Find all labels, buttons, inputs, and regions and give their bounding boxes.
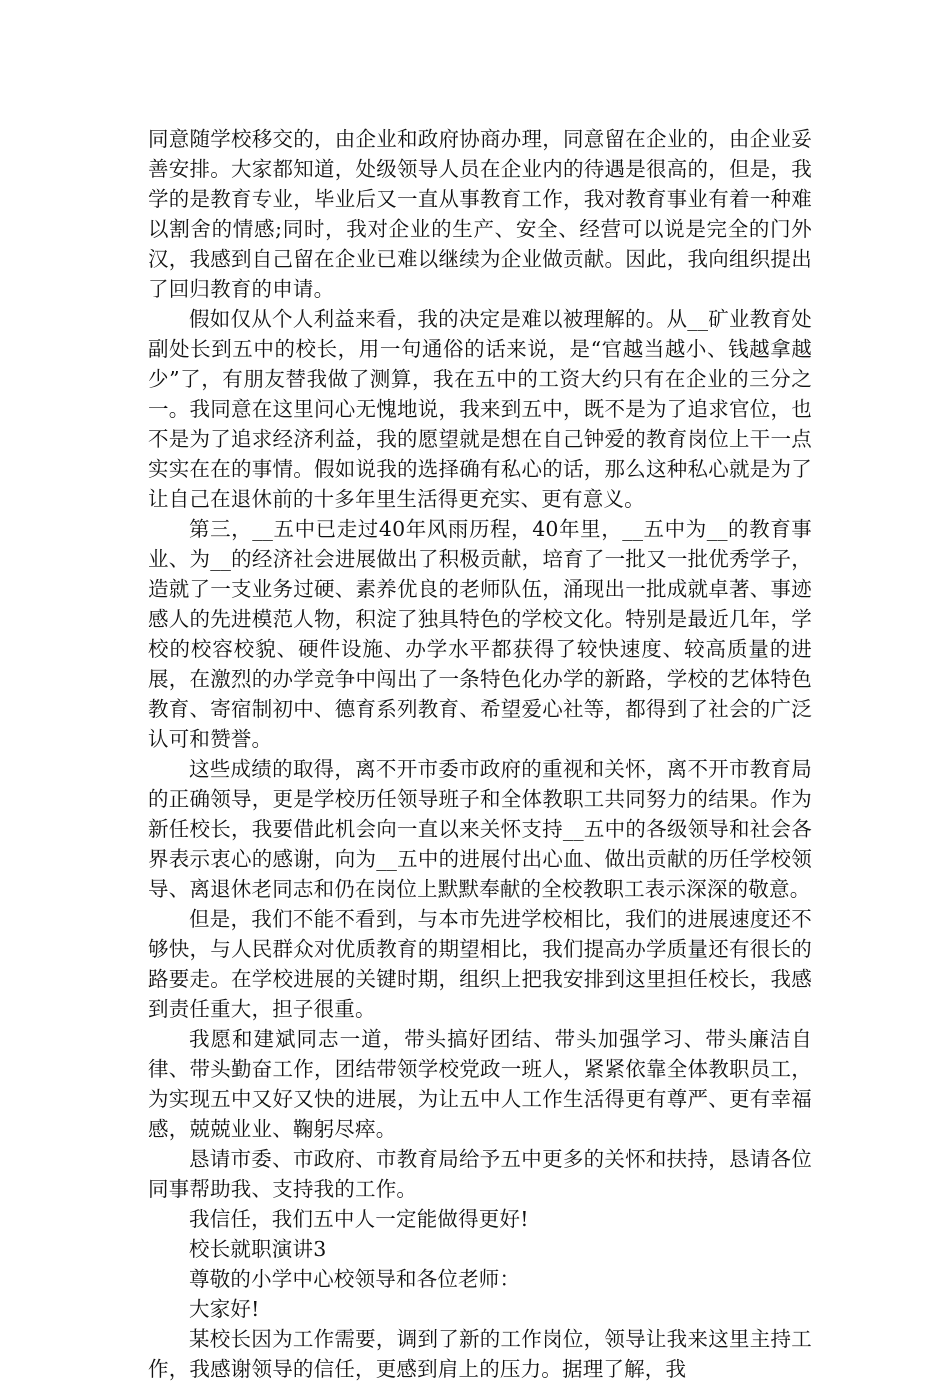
paragraph-continuation: 同意随学校移交的，由企业和政府协商办理，同意留在企业的，由企业妥善安排。大家都知道，处级领导人员在企业内的待遇是很高的，但是，我学的是教育专业，毕业后又一直从事教育工作，我对教育事业有着一种难以割舍的情感;同时，我对企业的生产、安全、经营可以说是完全的门外汉，我感到自己留在企业已难以继续为企业做贡献。因此，我向组织提出了回归教育的申请。 [148, 127, 812, 301]
paragraph-personal-interest: 假如仅从个人利益来看，我的决定是难以被理解的。从__矿业教育处副处长到五中的校长，用一句通俗的话来说，是“官越当越小、钱越拿越少”了，有朋友替我做了测算，我在五中的工资大约只有在企业的三分之一。我同意在这里问心无愧地说，我来到五中，既不是为了追求官位，也不是为了追求经济利益，我的愿望就是想在自己钟爱的教育岗位上干一点实实在在的事情。假如说我的选择确有私心的话，那么这种私心就是为了让自己在退休前的十多年里生活得更充实、更有意义。 [148, 307, 812, 511]
paragraph-commitment: 我愿和建斌同志一道，带头搞好团结、带头加强学习、带头廉洁自律、带头勤奋工作，团结带领学校党政一班人，紧紧依靠全体教职员工，为实现五中又好又快的进展，为让五中人工作生活得更有尊严、更有幸福感，兢兢业业、鞠躬尽瘁。 [148, 1027, 812, 1141]
paragraph-new-speech-opening: 某校长因为工作需要，调到了新的工作岗位，领导让我来这里主持工作，我感谢领导的信任，更感到肩上的压力。据理了解，我 [148, 1327, 812, 1381]
paragraph-confidence: 我信任，我们五中人一定能做得更好! [189, 1207, 529, 1231]
paragraph-school-history: 第三，__五中已走过40年风雨历程，40年里，__五中为__的教育事业、为__的经济社会进展做出了积极贡献，培育了一批又一批优秀学子，造就了一支业务过硬、素养优良的老师队伍，涌现出一批成就卓著、事迹感人的先进模范人物，积淀了独具特色的学校文化。特别是最近几年，学校的校容校貌、硬件设施、办学水平都获得了较快速度、较高质量的进展，在激烈的办学竞争中闯出了一条特色化办学的新路，学校的艺体特色教育、寄宿制初中、德育系列教育、希望爱心社等，都得到了社会的广泛认可和赞誉。 [148, 517, 812, 751]
section-heading: 校长就职演讲3 [189, 1237, 327, 1261]
paragraph-achievements-thanks: 这些成绩的取得，离不开市委市政府的重视和关怀，离不开市教育局的正确领导，更是学校历任领导班子和全体教职工共同努力的结果。作为新任校长，我要借此机会向一直以来关怀支持__五中的各级领导和社会各界表示衷心的感谢，向为__五中的进展付出心血、做出贡献的历任学校领导、离退休老同志和仍在岗位上默默奉献的全校教职工表示深深的敬意。 [148, 757, 812, 901]
salutation: 尊敬的小学中心校领导和各位老师： [189, 1267, 521, 1291]
paragraph-request-support: 恳请市委、市政府、市教育局给予五中更多的关怀和扶持，恳请各位同事帮助我、支持我的工作。 [148, 1147, 812, 1201]
document-body [148, 124, 812, 1384]
greeting: 大家好! [189, 1297, 260, 1321]
paragraph-challenges: 但是，我们不能不看到，与本市先进学校相比，我们的进展速度还不够快，与人民群众对优质教育的期望相比，我们提高办学质量还有很长的路要走。在学校进展的关键时期，组织上把我安排到这里担任校长，我感到责任重大，担子很重。 [148, 907, 812, 1021]
